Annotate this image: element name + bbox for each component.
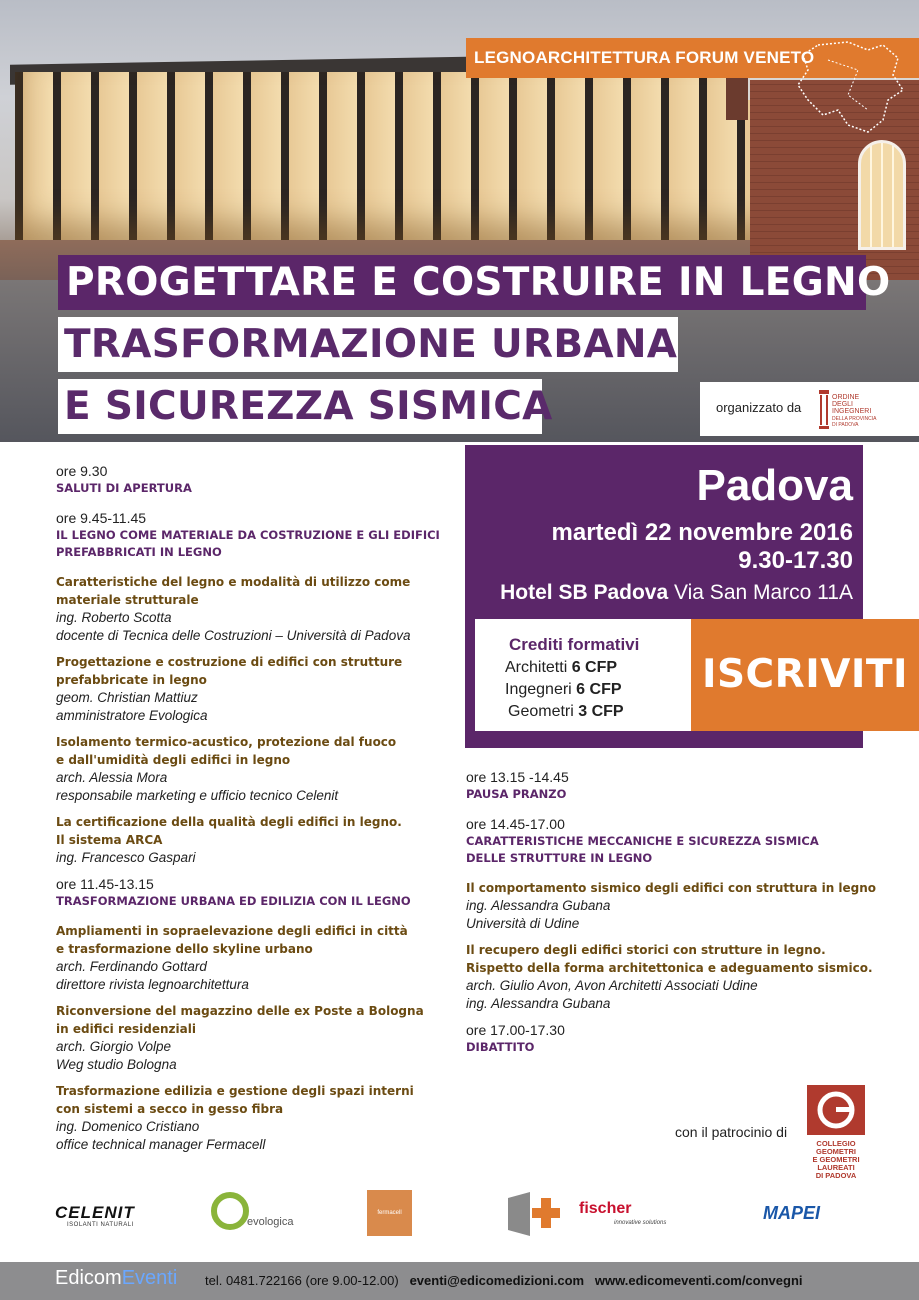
credit-row [508,703,624,721]
slot-time: ore 9.45-11.45 [56,510,147,526]
credit-label: Geometri [508,703,574,720]
arched-window [858,140,906,250]
talk-speaker: ing. Domenico Cristiano [56,1119,200,1134]
eplus-logo-icon [508,1192,560,1236]
talk-title: La certificazione della qualità degli edifici in legno. [56,815,402,829]
talk-speaker: arch. Alessia Mora [56,770,168,785]
talk-item [466,941,886,1013]
talk-item [466,879,886,933]
talk-title: Caratteristiche del legno e modalità di utilizzo come [56,575,411,589]
program-slot [56,509,456,561]
evologica-logo: evologica [247,1216,294,1228]
session-title: SALUTI DI APERTURA [56,481,192,495]
venue-name: Hotel SB Padova [500,581,669,604]
talk-item [56,1002,456,1074]
talk-title: Trasformazione edilizia e gestione degli spazi interni [56,1084,414,1098]
footer-phone-hours: (ore 9.00-12.00) [305,1273,399,1288]
talk-title: Il recupero degli edifici storici con strutture in legno. [466,943,826,957]
talk-title: e dall'umidità degli edifici in legno [56,753,291,767]
ordine-logo-line: DI PADOVA [832,422,859,428]
talk-title: Rispetto della forma architettonica e adeguamento sismico. [466,961,873,975]
fermacell-logo: fermacell [367,1190,412,1236]
venue-address: Via San Marco 11A [674,581,853,604]
collegio-geometri-logo [805,1085,867,1180]
talk-title: Riconversione del magazzino delle ex Poste a Bologna [56,1004,424,1018]
evologica-ring-icon [211,1192,249,1230]
talk-speaker: ing. Francesco Gaspari [56,850,196,865]
slot-time: ore 14.45-17.00 [466,816,565,832]
building-glass-facade [15,72,775,242]
patronage-label: con il patrocinio di [675,1124,788,1140]
event-venue [500,581,853,605]
talk-item [56,573,456,645]
talk-title: prefabbricate in legno [56,673,207,687]
talk-role: ing. Alessandra Gubana [466,996,611,1011]
brand-part-b: Eventi [121,1267,178,1289]
celenit-logo: CELENIT [55,1203,135,1222]
talk-role: office technical manager Fermacell [56,1137,266,1152]
talk-role: amministratore Evologica [56,708,208,723]
collegio-logo-line: E GEOMETRI [812,1155,860,1164]
talk-title: Il sistema ARCA [56,833,163,847]
session-title: PAUSA PRANZO [466,787,567,801]
footer-phone: tel. 0481.722166 [205,1273,302,1288]
event-city: Padova [696,461,853,510]
veneto-map-icon [788,40,908,135]
title-line-1: PROGETTARE E COSTRUIRE IN LEGNO [58,255,866,310]
footer-email[interactable]: eventi@edicomedizioni.com [409,1273,585,1288]
program-slot [56,875,456,910]
slot-time: ore 17.00-17.30 [466,1022,565,1038]
talk-speaker: arch. Ferdinando Gottard [56,959,207,974]
talk-speaker: ing. Roberto Scotta [56,610,172,625]
collegio-logo-line: DI PADOVA [815,1171,857,1180]
talk-title: con sistemi a secco in gesso fibra [56,1102,284,1116]
event-date: martedì 22 novembre 2016 [551,519,853,546]
talk-title: Progettazione e costruzione di edifici con strutture [56,655,403,669]
program-slot [466,768,886,803]
slot-time: ore 11.45-13.15 [56,876,154,892]
talk-item [56,813,456,867]
ordine-logo-line: DEGLI [832,401,854,408]
talk-role: responsabile marketing e ufficio tecnico Celenit [56,788,339,803]
talk-title: Il comportamento sismico degli edifici con struttura in legno [466,881,877,895]
talk-item [56,653,456,725]
event-hours: 9.30-17.30 [738,547,853,574]
session-title: TRASFORMAZIONE URBANA ED EDILIZIA CON IL LEGNO [56,894,411,908]
slot-time: ore 13.15 -14.45 [466,769,569,785]
talk-speaker: geom. Christian Mattiuz [56,690,198,705]
program-left [56,462,456,1162]
organizer-box [700,382,919,436]
register-button[interactable]: ISCRIVITI [691,619,919,731]
organizer-label: organizzato da [716,400,802,415]
ordine-ingegneri-logo [818,388,898,432]
session-title: DIBATTITO [466,1040,535,1054]
edicom-eventi-logo [55,1267,177,1290]
talk-speaker: arch. Giorgio Volpe [56,1039,172,1054]
ordine-logo-line: INGEGNERI [832,408,872,415]
title-line-3: E SICUREZZA SISMICA [58,379,542,434]
talk-title: Isolamento termico-acustico, protezione dal fuoco [56,735,397,749]
credit-row [505,681,622,699]
credit-label: Architetti [505,659,568,676]
program-slot [466,1021,886,1056]
mapei-logo: MAPEI [763,1203,821,1223]
session-title: IL LEGNO COME MATERIALE DA COSTRUZIONE E GLI EDIFICI [56,528,440,542]
fischer-tagline: innovative solutions [614,1220,667,1226]
talk-item [56,1082,456,1154]
fischer-logo: fischer [579,1200,632,1217]
collegio-logo-line: LAUREATI [817,1163,855,1172]
credits-title: Crediti formativi [509,635,640,654]
session-title: PREFABBRICATI IN LEGNO [56,545,222,559]
brand-part-a: Edicom [55,1267,122,1289]
talk-item [56,733,456,805]
talk-role: Università di Udine [466,916,580,931]
credit-label: Ingegneri [505,681,572,698]
credit-value: 6 CFP [576,681,622,698]
talk-role: direttore rivista legnoarchitettura [56,977,249,992]
talk-role: docente di Tecnica delle Costruzioni – Università di Padova [56,628,411,643]
credit-row [505,659,617,677]
program-slot [56,462,456,497]
talk-title: e trasformazione dello skyline urbano [56,942,313,956]
credit-value: 6 CFP [571,659,618,676]
program-right [466,768,886,1062]
talk-speaker: arch. Giulio Avon, Avon Architetti Associati Udine [466,978,758,993]
slot-time: ore 9.30 [56,463,108,479]
session-title: DELLE STRUTTURE IN LEGNO [466,851,653,865]
talk-item [56,922,456,994]
title-line-2: TRASFORMAZIONE URBANA [58,317,678,372]
session-title: CARATTERISTICHE MECCANICHE E SICUREZZA SISMICA [466,834,819,848]
footer-website[interactable]: www.edicomeventi.com/convegni [594,1273,803,1288]
celenit-tagline: ISOLANTI NATURALI [67,1222,134,1228]
talk-title: in edifici residenziali [56,1022,196,1036]
collegio-logo-line: GEOMETRI [815,1147,856,1156]
ordine-column-icon [818,390,830,430]
collegio-g-icon [805,1085,867,1135]
forum-banner: LEGNOARCHITETTURA FORUM VENETO [466,38,919,78]
collegio-logo-line: COLLEGIO [816,1139,856,1148]
ordine-logo-line: DELLA PROVINCIA [832,416,877,422]
credit-value: 3 CFP [578,703,624,720]
talk-title: materiale strutturale [56,593,199,607]
talk-role: Weg studio Bologna [56,1057,177,1072]
talk-speaker: ing. Alessandra Gubana [466,898,611,913]
footer-bar [0,1262,919,1300]
talk-title: Ampliamenti in sopraelevazione degli edifici in città [56,924,408,938]
ordine-logo-line: ORDINE [832,394,860,401]
program-slot [466,815,886,867]
credits-box [475,619,691,731]
footer-contacts [205,1273,803,1288]
